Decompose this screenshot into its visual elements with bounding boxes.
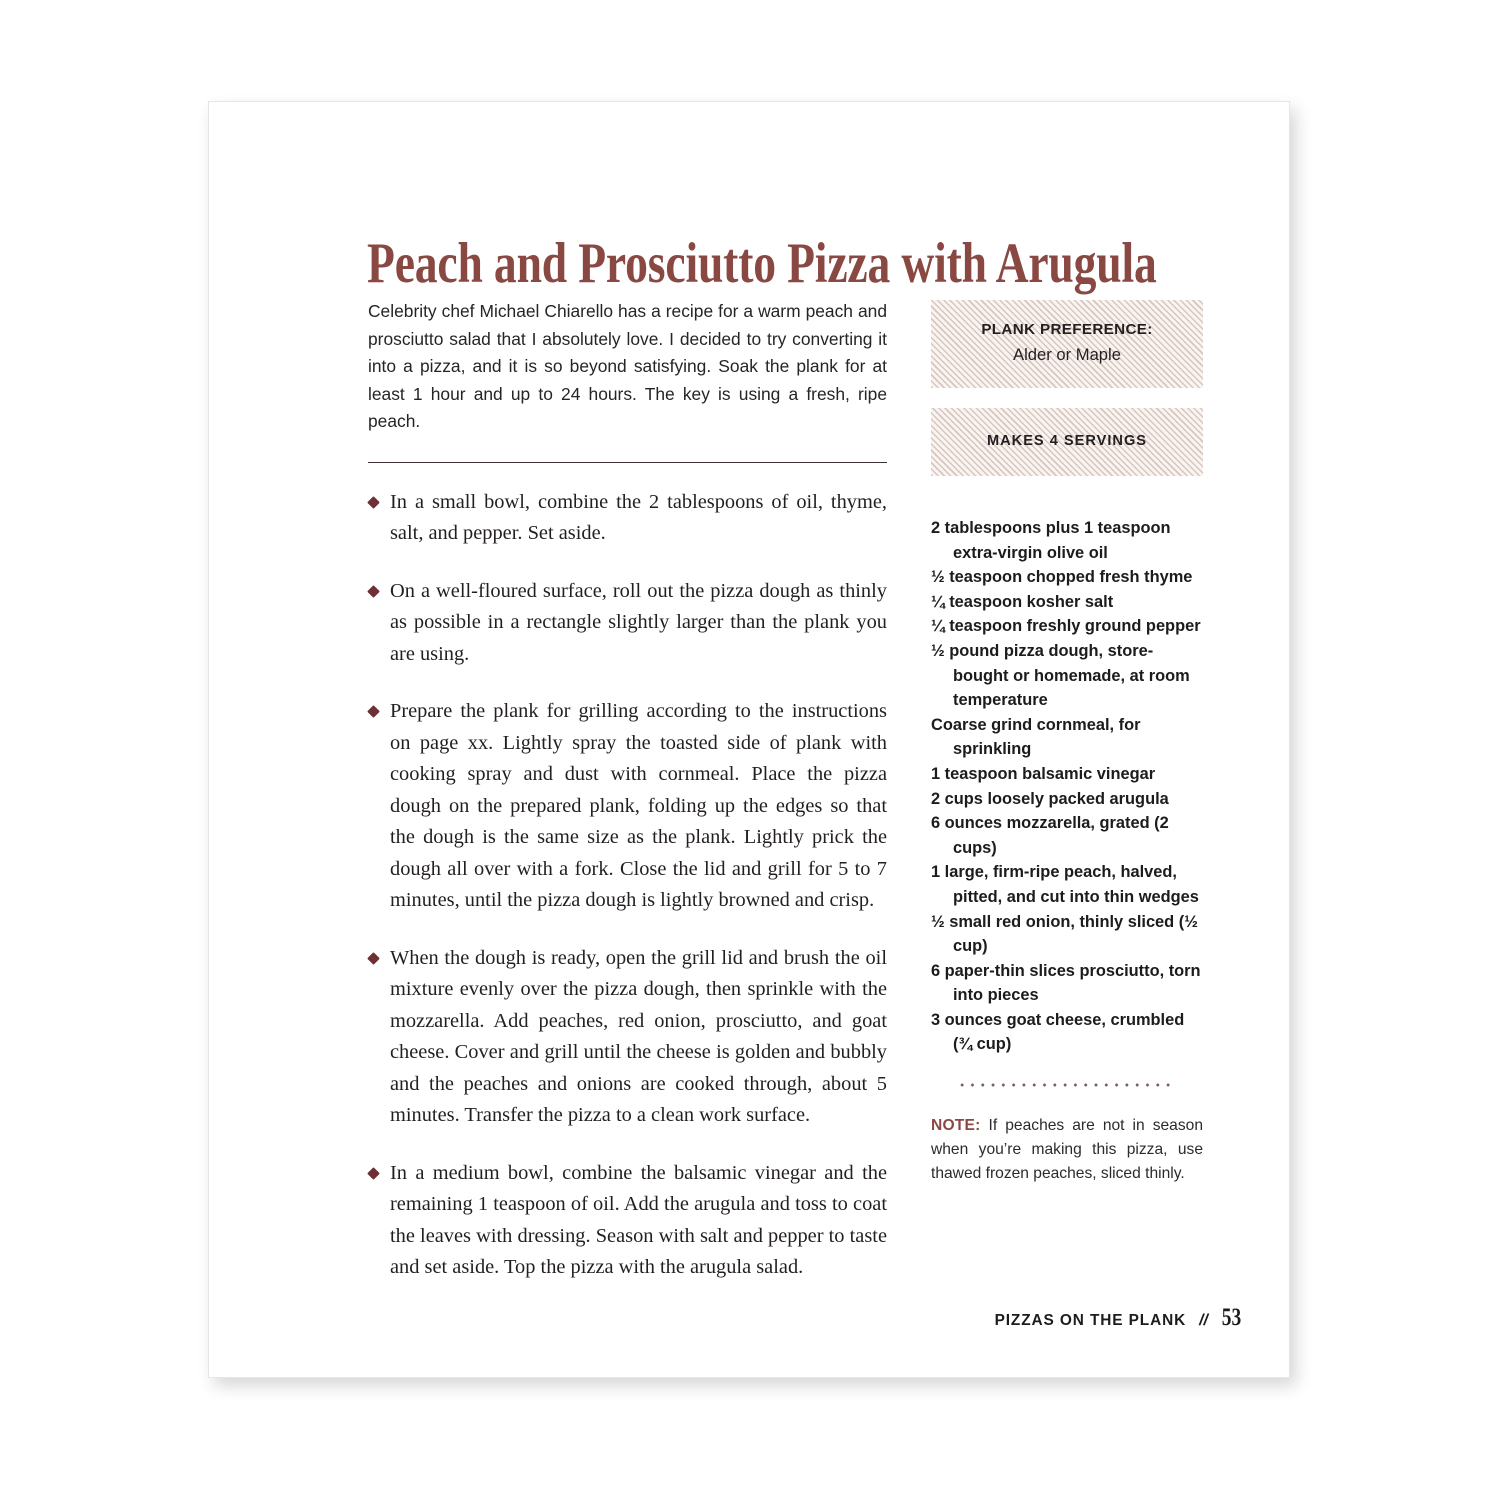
cookbook-page <box>208 101 1290 1378</box>
intro-divider-rule <box>368 462 887 463</box>
footer-page-number: 53 <box>1221 1304 1242 1331</box>
instruction-step <box>368 943 887 1132</box>
ingredient-list <box>931 516 1203 1057</box>
list-item: ½ teaspoon chopped fresh thyme <box>931 568 1193 587</box>
list-item: Coarse grind cornmeal, for sprinkling <box>931 715 1141 759</box>
diamond-bullet-icon <box>367 705 380 718</box>
list-item: ½ pound pizza dough, store-bought or homemade, at room temperature <box>931 641 1190 710</box>
instruction-step-text: When the dough is ready, open the grill lid and brush the oil mixture evenly over the pizza dough, then sprinkle with the mozzarella. Add peaches, red onion, prosciutto, and goat cheese. Cover and grill until the cheese is golden and bubbly and the peaches and onions are cooked through, about 5 minutes. Transfer the pizza to a clean work surface. <box>390 946 887 1126</box>
intro-paragraph: Celebrity chef Michael Chiarello has a recipe for a warm peach and prosciutto salad that I absolutely love. I decided to try converting it into a pizza, and it is so beyond satisfying. Soak the plank for at least 1 hour and up to 24 hours. The key is using a fresh, ripe peach. <box>368 301 887 431</box>
plank-preference-value: Alder or Maple <box>1013 345 1121 364</box>
diamond-bullet-icon <box>367 585 380 598</box>
sidebar-column <box>931 300 1203 1201</box>
diamond-bullet-icon <box>367 496 380 509</box>
note-block <box>931 1114 1203 1185</box>
diamond-bullet-icon <box>367 952 380 965</box>
instruction-step-text: In a small bowl, combine the 2 tablespoons of oil, thyme, salt, and pepper. Set aside. <box>390 490 887 544</box>
plank-preference-label: PLANK PREFERENCE: <box>981 321 1153 338</box>
list-item: 6 paper-thin slices prosciutto, torn into pieces <box>931 961 1201 1005</box>
dotted-divider <box>957 1083 1173 1087</box>
instruction-step-text: Prepare the plank for grilling according to the instructions on page xx. Lightly spray the toasted side of plank with cooking spray and dust with cornmeal. Place the pizza dough on the prepared plank, folding up the edges so that the dough is the same size as the plank. Lightly prick the dough all over with a fork. Close the lid and grill for 5 to 7 minutes, until the pizza dough is lightly browned and crisp. <box>390 700 887 911</box>
instruction-step <box>368 1158 887 1284</box>
page-footer <box>995 1304 1244 1332</box>
list-item: 2 cups loosely packed arugula <box>931 789 1169 808</box>
instruction-step-text: In a medium bowl, combine the balsamic vinegar and the remaining 1 teaspoon of oil. Add the arugula and toss to coat the leaves with dressing. Season with salt and pepper to taste and set aside. Top the pizza with the arugula salad. <box>390 1161 887 1278</box>
diamond-bullet-icon <box>367 1167 380 1180</box>
list-item: 1 large, firm-ripe peach, halved, pitted, and cut into thin wedges <box>931 863 1199 906</box>
servings-label: MAKES 4 SERVINGS <box>986 433 1148 449</box>
list-item: 2 tablespoons plus 1 teaspoon extra-virgin olive oil <box>931 519 1171 562</box>
footer-separator: // <box>1199 1312 1208 1329</box>
list-item: ½ small red onion, thinly sliced (½ cup) <box>931 912 1198 956</box>
instruction-step <box>368 487 887 550</box>
instruction-step <box>368 696 887 917</box>
servings-box <box>931 408 1203 476</box>
list-item: ¼ teaspoon kosher salt <box>931 592 1114 611</box>
page-title: Peach and Prosciutto Pizza with Arugula <box>367 232 1157 296</box>
note-text: If peaches are not in season when you’re making this pizza, use thawed frozen peaches, sliced thinly. <box>931 1117 1203 1182</box>
footer-section-title: PIZZAS ON THE PLANK <box>994 1312 1187 1329</box>
instruction-step <box>368 576 887 671</box>
list-item: ¼ teaspoon freshly ground pepper <box>931 617 1201 636</box>
instruction-step-text: On a well-floured surface, roll out the pizza dough as thinly as possible in a rectangle slightly larger than the plank you are using. <box>390 579 887 665</box>
list-item: 1 teaspoon balsamic vinegar <box>931 764 1156 783</box>
instructions-column <box>368 298 887 1284</box>
list-item: 3 ounces goat cheese, crumbled (¾ cup) <box>931 1010 1185 1054</box>
list-item: 6 ounces mozzarella, grated (2 cups) <box>931 814 1169 857</box>
instruction-step-list <box>368 487 887 1284</box>
plank-preference-box <box>931 300 1203 388</box>
note-label: NOTE: <box>931 1117 981 1135</box>
